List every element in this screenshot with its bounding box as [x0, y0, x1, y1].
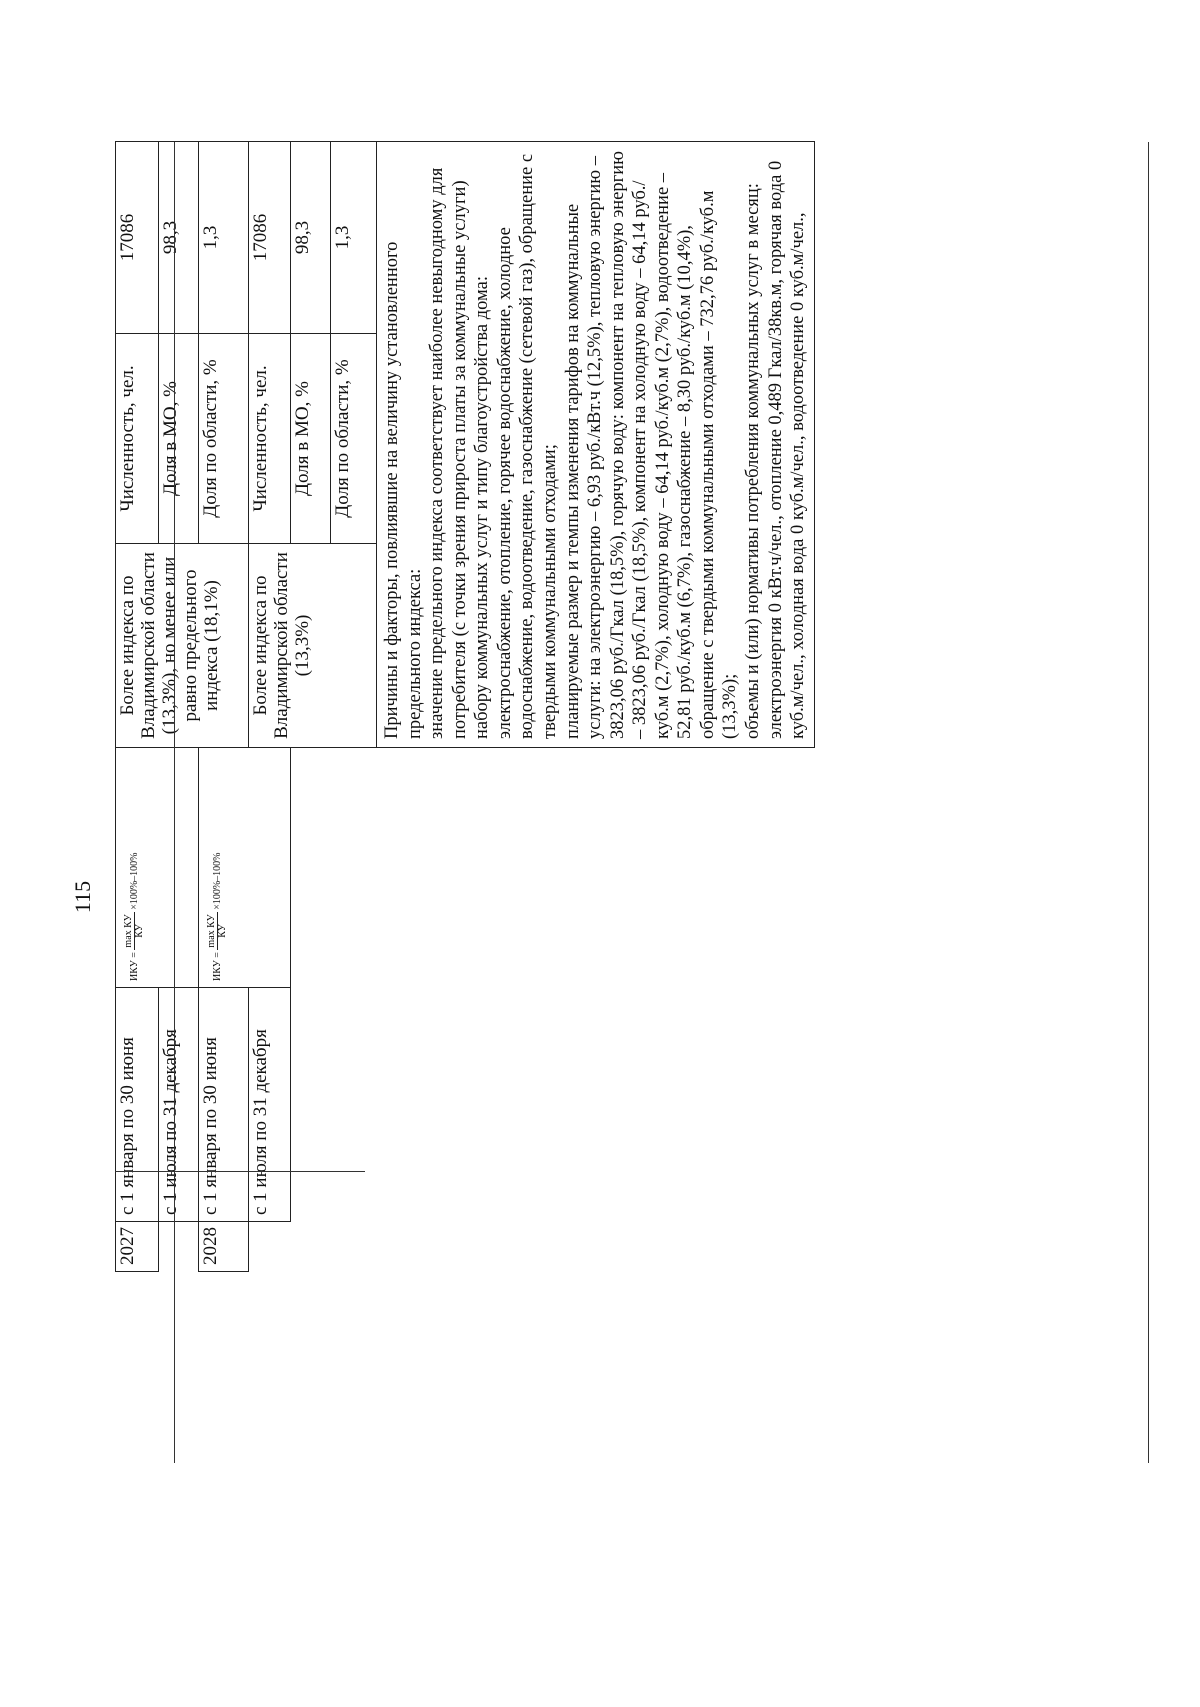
metric-label: Доля по области, % [199, 334, 249, 544]
period-cell: с 1 января по 30 июня [116, 988, 159, 1222]
formula-numerator: max КУ [206, 914, 217, 948]
metric-value: 1,3 [331, 142, 377, 334]
formula-tail: ×100%–100% [128, 852, 140, 910]
tariff-table [115, 141, 815, 1272]
metric-value: 98,3 [159, 142, 199, 334]
period-cell: с 1 января по 30 июня [199, 988, 249, 1222]
notes-paragraph: значение предельного индекса соответствует наиболее невыгодному для потребителя (с точки зрения прироста платы за коммунальные услуги) набору коммунальных услуг и типу благоустройства дома: электроснабжение, отопление, горячее водоснабжение, холодное водоснабжение, водоотведение, газоснабжение (сетевой газ), обращение с твердыми коммунальными отходами; [427, 153, 560, 739]
table-row [116, 142, 159, 1272]
formula-fraction [124, 912, 145, 949]
notes-paragraph: объемы и (или) нормативы потребления коммунальных услуг в месяц: электроэнергия 0 кВт.ч/чел., отопление 0,489 Гкал/38кв.м, горячая вода 0 куб.м/чел., холодная вода 0 куб.м/чел., водоотведение 0 куб.м/чел., [743, 160, 809, 739]
formula-cell: ИКУ = max КУ КУ ×100%–100% [116, 748, 199, 988]
metric-value: 98,3 [291, 142, 331, 334]
metric-label: Численность, чел. [116, 334, 159, 544]
criterion-cell: Более индекса по Владимирской области (13,3%), но менее или равно предельного индекса (18,1%) [116, 544, 249, 748]
metric-value: 17086 [249, 142, 291, 334]
formula-numerator: max КУ [123, 914, 134, 948]
metric-value: 1,3 [199, 142, 249, 334]
formula-cell: ИКУ = max КУ КУ ×100%–100% [199, 748, 291, 988]
formula-lhs: ИКУ [128, 960, 140, 981]
notes-paragraph: планируемые размер и темпы изменения тарифов на коммунальные услуги: на электроэнергию – 6,93 руб./кВт.ч (12,5%), тепловую энергию – 3823,06 руб./Гкал (18,5%), горячую воду: компонент на тепловую энергию – 3823,06 руб./Гкал (18,5%), компонент на холодную воду – 64,14 руб./куб.м (2,7%), холодную воду – 64,14 руб./куб.м (2,7%), водоотведение – 52,81 руб./куб.м (6,7%), газоснабжение – 8,30 руб./куб.м (10,4%), обращение с твердыми коммунальными отходами – 732,76 руб./куб.м (13,3%); [562, 151, 741, 739]
formula-denominator: КУ [217, 924, 228, 938]
table-rule [174, 142, 175, 1463]
metric-label: Доля в МО, % [291, 334, 331, 544]
table-row [377, 142, 815, 1272]
period-cell: с 1 июля по 31 декабря [249, 988, 291, 1222]
year-cell: 2028 [199, 1222, 249, 1272]
period-cell: с 1 июля по 31 декабря [159, 988, 199, 1222]
notes-cell [377, 142, 815, 748]
page-number: 115 [70, 880, 95, 914]
formula-fraction [207, 912, 228, 949]
notes-paragraph: Причины и факторы, повлиявшие на величину установленного предельного индекса: [382, 241, 425, 739]
formula-denominator: КУ [134, 924, 145, 938]
criterion-cell: Более индекса по Владимирской области (13,3%) [249, 544, 377, 748]
year-cell: 2027 [116, 1222, 159, 1272]
metric-label: Доля по области, % [331, 334, 377, 544]
formula-tail: ×100%–100% [211, 852, 223, 910]
formula-lhs: ИКУ [211, 960, 223, 981]
metric-value: 17086 [116, 142, 159, 334]
table-row [249, 142, 291, 1272]
table-rule [1148, 142, 1149, 1463]
table-rule [115, 1171, 365, 1172]
metric-label: Доля в МО, % [159, 334, 199, 544]
metric-label: Численность, чел. [249, 334, 291, 544]
